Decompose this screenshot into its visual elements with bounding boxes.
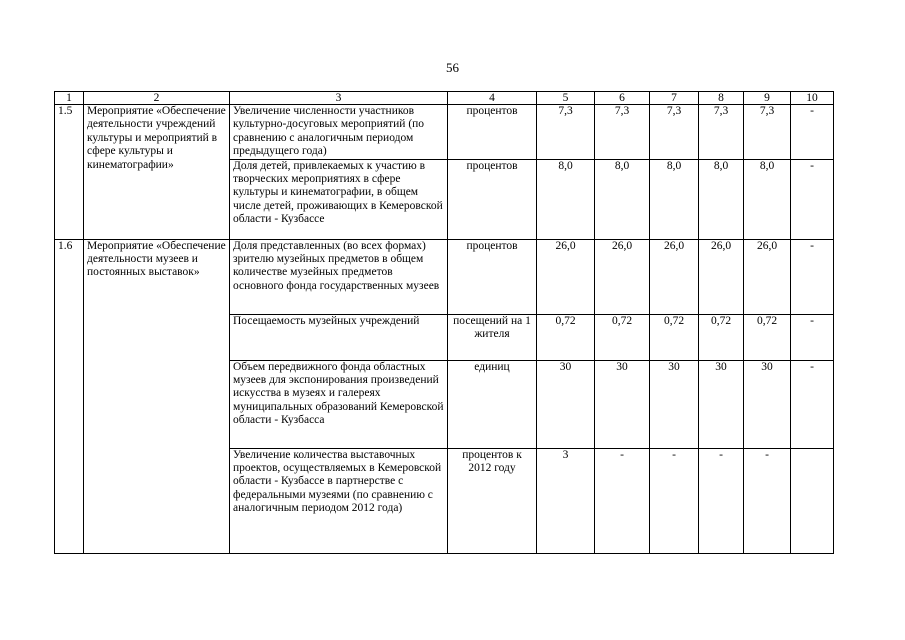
- event-name: Мероприятие «Обеспечение деятельности музеев и постоянных выставок»: [84, 239, 230, 553]
- value-cell-8: -: [699, 448, 744, 553]
- value-cell-7: 7,3: [650, 105, 699, 160]
- unit-cell: процентов к 2012 году: [448, 448, 537, 553]
- value-cell-6: 7,3: [595, 105, 650, 160]
- value-cell-7: 8,0: [650, 159, 699, 239]
- value-cell-6: -: [595, 448, 650, 553]
- indicator-name: Доля представленных (во всех формах) зрителю музейных предметов в общем количестве музейных предметов основного фонда государственных музеев: [230, 239, 448, 314]
- header-cell-5: 5: [537, 92, 595, 105]
- value-cell-7: 0,72: [650, 314, 699, 360]
- value-cell-10: -: [791, 314, 834, 360]
- value-cell-5: 3: [537, 448, 595, 553]
- header-cell-10: 10: [791, 92, 834, 105]
- unit-cell: посещений на 1 жителя: [448, 314, 537, 360]
- indicator-name: Увеличение численности участников культурно-досуговых мероприятий (по сравнению с аналогичным периодом предыдущего года): [230, 105, 448, 160]
- value-cell-6: 26,0: [595, 239, 650, 314]
- value-cell-9: 7,3: [744, 105, 791, 160]
- value-cell-9: 8,0: [744, 159, 791, 239]
- event-name: Мероприятие «Обеспечение деятельности учреждений культуры и мероприятий в сфере культуры и кинематографии»: [84, 105, 230, 240]
- value-cell-9: 0,72: [744, 314, 791, 360]
- header-cell-1: 1: [55, 92, 84, 105]
- value-cell-8: 8,0: [699, 159, 744, 239]
- indicator-name: Увеличение количества выставочных проектов, осуществляемых в Кемеровской области - Кузбассе в партнерстве с федеральными музеями (по сравнению с аналогичным периодом 2012 года): [230, 448, 448, 553]
- value-cell-7: 30: [650, 360, 699, 448]
- unit-cell: процентов: [448, 105, 537, 160]
- header-cell-6: 6: [595, 92, 650, 105]
- header-cell-3: 3: [230, 92, 448, 105]
- value-cell-9: 26,0: [744, 239, 791, 314]
- indicators-table: [54, 91, 834, 554]
- value-cell-9: 30: [744, 360, 791, 448]
- value-cell-10: -: [791, 360, 834, 448]
- table-row: [55, 239, 834, 314]
- header-cell-4: 4: [448, 92, 537, 105]
- value-cell-10: [791, 448, 834, 553]
- value-cell-8: 7,3: [699, 105, 744, 160]
- value-cell-8: 30: [699, 360, 744, 448]
- unit-cell: единиц: [448, 360, 537, 448]
- value-cell-7: -: [650, 448, 699, 553]
- table-row: [55, 105, 834, 160]
- header-cell-7: 7: [650, 92, 699, 105]
- value-cell-10: -: [791, 105, 834, 160]
- row-number: 1.5: [55, 105, 84, 240]
- value-cell-5: 7,3: [537, 105, 595, 160]
- row-number: 1.6: [55, 239, 84, 553]
- indicator-name: Объем передвижного фонда областных музеев для экспонирования произведений искусства в музеях и галереях муниципальных образований Кемеровской области - Кузбасса: [230, 360, 448, 448]
- unit-cell: процентов: [448, 239, 537, 314]
- indicator-name: Посещаемость музейных учреждений: [230, 314, 448, 360]
- unit-cell: процентов: [448, 159, 537, 239]
- value-cell-5: 30: [537, 360, 595, 448]
- value-cell-7: 26,0: [650, 239, 699, 314]
- value-cell-8: 26,0: [699, 239, 744, 314]
- value-cell-6: 30: [595, 360, 650, 448]
- header-cell-8: 8: [699, 92, 744, 105]
- value-cell-6: 8,0: [595, 159, 650, 239]
- header-row: [55, 92, 834, 105]
- value-cell-10: -: [791, 159, 834, 239]
- value-cell-5: 0,72: [537, 314, 595, 360]
- header-cell-2: 2: [84, 92, 230, 105]
- value-cell-10: -: [791, 239, 834, 314]
- value-cell-5: 26,0: [537, 239, 595, 314]
- value-cell-8: 0,72: [699, 314, 744, 360]
- value-cell-5: 8,0: [537, 159, 595, 239]
- value-cell-9: -: [744, 448, 791, 553]
- indicator-name: Доля детей, привлекаемых к участию в творческих мероприятиях в сфере культуры и кинематографии, в общем числе детей, проживающих в Кемеровской области - Кузбассе: [230, 159, 448, 239]
- value-cell-6: 0,72: [595, 314, 650, 360]
- header-cell-9: 9: [744, 92, 791, 105]
- page-number: 56: [446, 60, 459, 75]
